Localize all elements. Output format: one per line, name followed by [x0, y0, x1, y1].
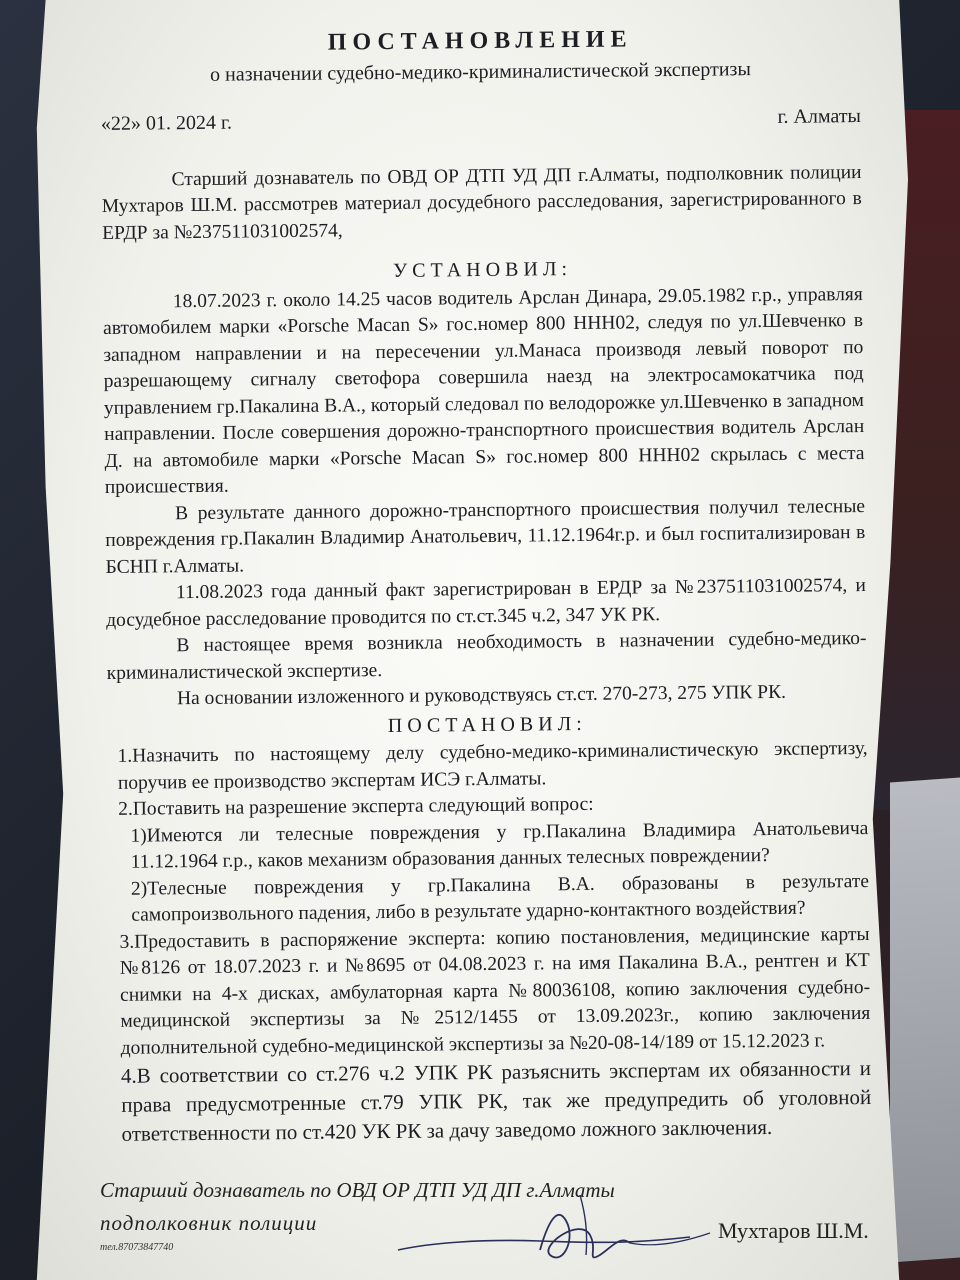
- established-paragraph-4: В настоящее время возникла необходимость в назначении судебно-медико-криминалистической экспертизе.: [106, 627, 867, 684]
- signer-rank: подполковник полиции: [100, 1211, 318, 1235]
- handwritten-signature: [390, 1195, 720, 1275]
- decided-heading: ПОСТАНОВИЛ:: [387, 712, 587, 737]
- signer-position: Старший дознаватель по ОВД ОР ДТП УД ДП г.Алматы: [100, 1178, 615, 1202]
- question-2: 2)Телесные повреждения у гр.Пакалина В.А. образованы в результате самопроизвольного падения, либо в результате ударно-контактного воздействия?: [130, 870, 870, 926]
- question-1: 1)Имеются ли телесные повреждения у гр.Пакалина Владимира Анатольевича 11.12.1964 г.р., каков механизм образования данных телесных повреждении?: [130, 817, 869, 873]
- intro-paragraph: Старший дознаватель по ОВД ОР ДТП УД ДП г.Алматы, подполковник полиции Мухтаров Ш.М. рассмотрев материал досудебного расследования, зарегистрированного в ЕРДР за №237511031002574,: [101, 161, 862, 244]
- established-paragraph-2: В результате данного дорожно-транспортного происшествия получил телесные повреждения гр.Пакалин Владимир Анатольевич, 11.12.1964г.р. и был госпитализирован в БСНП г.Алматы.: [105, 495, 866, 578]
- decision-item-2: 2.Поставить на разрешение эксперта следующий вопрос:: [118, 793, 594, 820]
- established-heading: УСТАНОВИЛ:: [392, 258, 573, 282]
- decision-item-4: 4.В соответствии со ст.276 ч.2 УПК РК разъяснить экспертам их обязанности и права предусмотренные ст.79 УПК РК, так же предупредить об уголовной ответственности по ст.420 УК РК за дачу заведомо ложного заключения.: [120, 1055, 872, 1146]
- document-body: [100, 24, 872, 1149]
- document-city: г. Алматы: [777, 105, 862, 128]
- decision-item-1: 1.Назначить по настоящему делу судебно-медико-криминалистическую экспертизу, поручив ее производство экспертам ИСЭ г.Алматы.: [117, 737, 868, 794]
- document-date: «22» 01. 2024 г.: [100, 111, 233, 135]
- document-subtitle: о назначении судебно-медико-криминалистической экспертизы: [209, 57, 751, 86]
- established-paragraph-5: На основании изложенного и руководствуясь ст.ст. 270-273, 275 УПК РК.: [176, 681, 787, 710]
- established-paragraph-3: 11.08.2023 года данный факт зарегистрирован в ЕРДР за №237511031002574, и досудебное расследование проводится по ст.ст.345 ч.2, 347 УК РК.: [106, 574, 866, 631]
- background-paper-edge: [890, 778, 960, 1263]
- established-paragraph-1: 18.07.2023 г. около 14.25 часов водитель Арслан Динара, 29.05.1982 г.р., управляя автомобилем марки «Porsche Macan S» гос.номер 800 HHH02, следуя по ул.Шевченко в западном направлении и на пересечении ул.Манаса производя левый поворот по разрешающему сигналу светофора совершила наезд на электросамокатчика под управлением гр.Пакалина В.А., который следовал по велодорожке ул.Шевченко в западном направлении. После совершения дорожно-транспортного происшествия водитель Арслан Д. на автомобиле марки «Porsche Macan S» гос.номер 800 HHH02 скрылась с места происшествия.: [103, 283, 865, 498]
- decision-item-3: 3.Предоставить в распоряжение эксперта: копию постановления, медицинские карты №8126 от 18.07.2023 г. и №8695 от 04.08.2023 г. на имя Пакалина В.А., рентген и КТ снимки на 4-х дисках, амбулаторная карта №80036108, копию заключения судебно-медицинской экспертизы за №2512/1455 от 13.09.2023г., копию заключения дополнительной судебно-медицинской экспертизы за №20-08-14/189 от 15.12.2023 г.: [119, 923, 871, 1059]
- date-line: [101, 103, 861, 137]
- signer-name: Мухтаров Ш.М.: [718, 1218, 869, 1243]
- document-title: ПОСТАНОВЛЕНИЕ: [327, 26, 633, 56]
- signer-phone: тел.87073847740: [100, 1242, 174, 1253]
